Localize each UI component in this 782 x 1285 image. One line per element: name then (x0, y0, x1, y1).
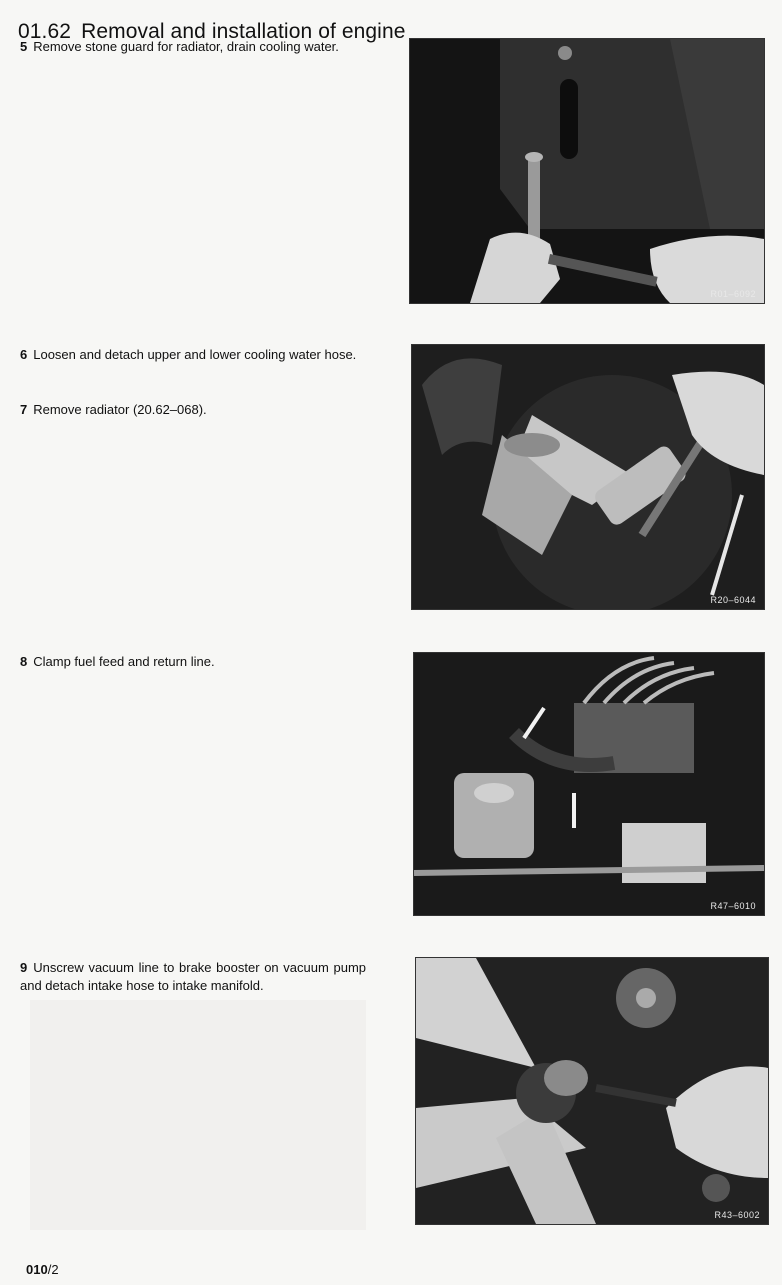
step-number: 9 (20, 960, 28, 975)
title-text: Removal and installation of engine (81, 20, 406, 44)
step-text: Remove radiator (20.62–068). (33, 402, 207, 417)
step-number: 6 (20, 347, 28, 362)
section-number: 01.62 (18, 20, 72, 44)
step-text: Remove stone guard for radiator, drain cooling water. (33, 39, 339, 54)
step-5 (20, 38, 366, 56)
step-6 (20, 346, 366, 364)
page-number-rest: /2 (47, 1262, 59, 1277)
figure-ref: R01–6092 (710, 289, 756, 299)
photo-cooling-hoses-image (412, 345, 764, 609)
step-number: 5 (20, 39, 28, 54)
step-9 (20, 959, 366, 995)
step-8 (20, 653, 366, 671)
bleed-through-area (30, 1000, 366, 1230)
step-text: Clamp fuel feed and return line. (33, 654, 215, 669)
step-number: 7 (20, 402, 28, 417)
step-7 (20, 401, 366, 419)
photo-vacuum-line (415, 957, 769, 1225)
figure-ref: R20–6044 (710, 595, 756, 605)
photo-vacuum-line-image (416, 958, 768, 1224)
photo-fuel-lines-image (414, 653, 764, 915)
step-number: 8 (20, 654, 28, 669)
photo-fuel-lines (413, 652, 765, 916)
page-number (26, 1262, 59, 1277)
figure-ref: R47–6010 (710, 901, 756, 911)
step-text: Loosen and detach upper and lower cooling water hose. (33, 347, 357, 362)
figure-ref: R43–6002 (714, 1210, 760, 1220)
photo-cooling-hoses (411, 344, 765, 610)
page-number-bold: 010 (26, 1262, 48, 1277)
photo-radiator-drain (409, 38, 765, 304)
step-text: Unscrew vacuum line to brake booster on vacuum pump and detach intake hose to intake manifold. (20, 960, 366, 993)
photo-radiator-drain-image (410, 39, 764, 303)
